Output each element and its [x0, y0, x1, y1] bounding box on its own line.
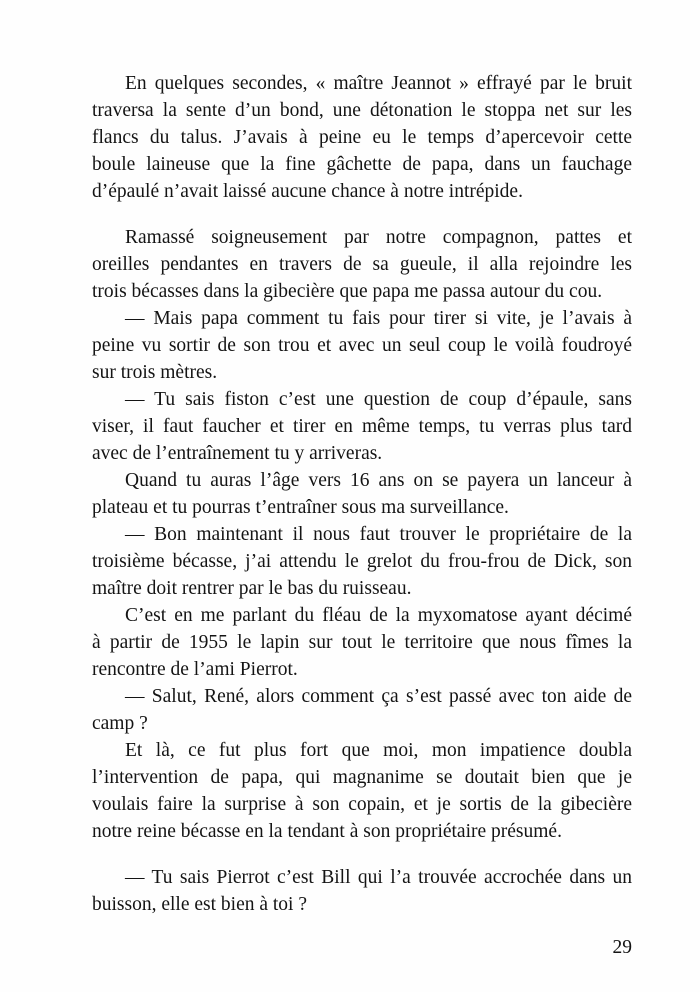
text-line: camp ?	[92, 713, 148, 734]
text-line: traversa la sente d’un bond, une détonation le stoppa net sur les	[92, 100, 632, 121]
paragraph	[92, 737, 632, 845]
text-line: trois bécasses dans la gibecière que papa me passa autour du cou.	[92, 281, 603, 302]
paragraph	[92, 305, 632, 386]
text-block	[92, 70, 632, 961]
text-line: l’intervention de papa, qui magnanime se doutait bien que je	[92, 767, 632, 788]
text-line: En quelques secondes, « maître Jeannot » effrayé par le bruit	[125, 73, 632, 94]
text-line: boule laineuse que la fine gâchette de papa, dans un fauchage	[92, 154, 632, 175]
paragraph	[92, 521, 632, 602]
text-line: Ramassé soigneusement par notre compagnon, pattes et	[125, 227, 632, 248]
paragraph	[92, 224, 632, 305]
text-line: d’épaulé n’avait laissé aucune chance à notre intrépide.	[92, 181, 523, 202]
paragraph	[92, 683, 632, 737]
paragraph	[92, 70, 632, 205]
paragraph	[92, 602, 632, 683]
text-line: oreilles pendantes en travers de sa gueule, il alla rejoindre les	[92, 254, 632, 275]
text-line: maître doit rentrer par le bas du ruisseau.	[92, 578, 412, 599]
text-line: rencontre de l’ami Pierrot.	[92, 659, 298, 680]
text-line: troisième bécasse, j’ai attendu le grelot du frou-frou de Dick, son	[92, 551, 632, 572]
paragraph	[92, 467, 632, 521]
text-line: flancs du talus. J’avais à peine eu le temps d’apercevoir cette	[92, 127, 632, 148]
text-line: C’est en me parlant du fléau de la myxomatose ayant décimé	[125, 605, 632, 626]
text-line: plateau et tu pourras t’entraîner sous ma surveillance.	[92, 497, 509, 518]
text-line: — Tu sais fiston c’est une question de coup d’épaule, sans	[125, 389, 632, 410]
text-line: buisson, elle est bien à toi ?	[92, 894, 307, 915]
text-line: — Bon maintenant il nous faut trouver le propriétaire de la	[125, 524, 632, 545]
text-line: à partir de 1955 le lapin sur tout le territoire que nous fîmes la	[92, 632, 632, 653]
text-line: peine vu sortir de son trou et avec un seul coup le voilà foudroyé	[92, 335, 632, 356]
paragraph	[92, 864, 632, 918]
text-line: sur trois mètres.	[92, 362, 218, 383]
text-line: — Mais papa comment tu fais pour tirer si vite, je l’avais à	[125, 308, 632, 329]
text-line: viser, il faut faucher et tirer en même temps, tu verras plus tard	[92, 416, 632, 437]
text-line: — Tu sais Pierrot c’est Bill qui l’a trouvée accrochée dans un	[125, 867, 632, 888]
text-line: notre reine bécasse en la tendant à son propriétaire présumé.	[92, 821, 562, 842]
text-line: — Salut, René, alors comment ça s’est passé avec ton aide de	[125, 686, 632, 707]
text-line: voulais faire la surprise à son copain, et je sortis de la gibecière	[92, 794, 632, 815]
text-line: avec de l’entraînement tu y arriveras.	[92, 443, 383, 464]
text-line: Et là, ce fut plus fort que moi, mon impatience doubla	[125, 740, 632, 761]
paragraph	[92, 386, 632, 467]
page-number: 29	[612, 937, 632, 958]
text-line: Quand tu auras l’âge vers 16 ans on se payera un lanceur à	[125, 470, 632, 491]
